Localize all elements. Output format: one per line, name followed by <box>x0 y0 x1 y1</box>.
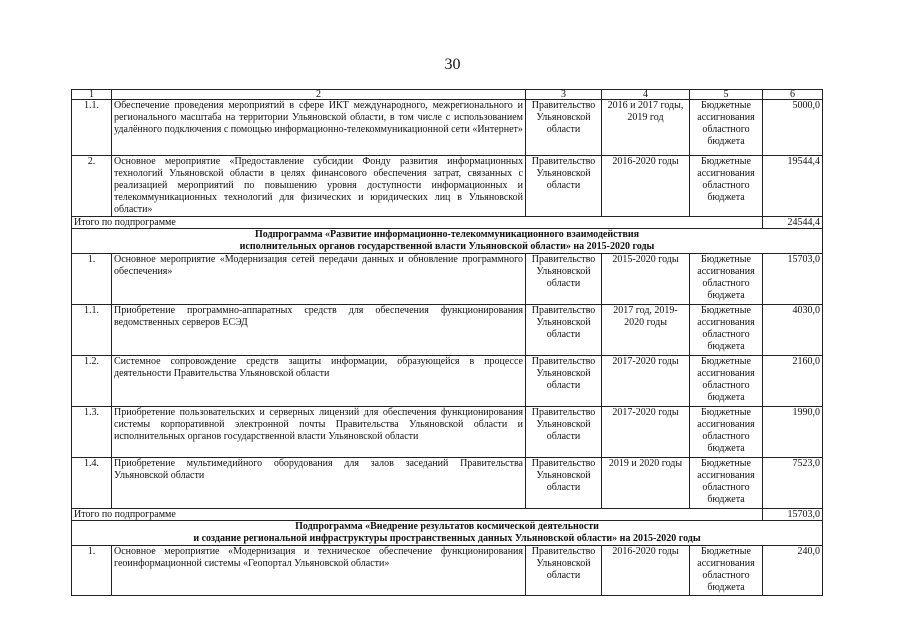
table-row <box>72 305 823 356</box>
activity-description: Основное мероприятие «Модернизация сетей передачи данных и обновление программного обеспечения» <box>112 254 526 305</box>
funding-source: Бюджетные ассигнования областного бюджета <box>690 458 763 509</box>
subprogram-heading <box>72 229 823 254</box>
table-row <box>72 356 823 407</box>
responsible-executor: Правительство Ульяновской области <box>526 305 602 356</box>
row-number: 1.1. <box>72 100 112 156</box>
funding-amount: 7523,0 <box>763 458 823 509</box>
implementation-period: 2017 год, 2019-2020 годы <box>602 305 690 356</box>
implementation-period: 2016-2020 годы <box>602 156 690 217</box>
subprogram-title-line: Подпрограмма «Развитие информационно-телекоммуникационного взаимодействия <box>254 229 640 240</box>
table-row <box>72 407 823 458</box>
row-number: 1.1. <box>72 305 112 356</box>
funding-source: Бюджетные ассигнования областного бюджета <box>690 356 763 407</box>
funding-source: Бюджетные ассигнования областного бюджета <box>690 254 763 305</box>
row-number: 1. <box>72 546 112 596</box>
subtotal-value: 15703,0 <box>763 509 823 521</box>
implementation-period: 2016 и 2017 годы, 2019 год <box>602 100 690 156</box>
subtotal-label: Итого по подпрограмме <box>72 217 763 229</box>
column-number: 3 <box>526 90 602 100</box>
responsible-executor: Правительство Ульяновской области <box>526 254 602 305</box>
column-number: 1 <box>72 90 112 100</box>
implementation-period: 2017-2020 годы <box>602 407 690 458</box>
responsible-executor: Правительство Ульяновской области <box>526 156 602 217</box>
funding-source: Бюджетные ассигнования областного бюджета <box>690 546 763 596</box>
subtotal-row <box>72 217 823 229</box>
activity-description: Обеспечение проведения мероприятий в сфере ИКТ международного, межрегионального и регионального масштаба на территории Ульяновской области, в том числе с использованием удалённого подключения с помощью информационно-телекоммуникационной сети «Интернет» <box>112 100 526 156</box>
funding-amount: 1990,0 <box>763 407 823 458</box>
responsible-executor: Правительство Ульяновской области <box>526 458 602 509</box>
table-row <box>72 458 823 509</box>
funding-source: Бюджетные ассигнования областного бюджета <box>690 156 763 217</box>
subprogram-heading-row <box>72 521 823 546</box>
row-number: 2. <box>72 156 112 217</box>
subtotal-row <box>72 509 823 521</box>
page-number: 30 <box>444 56 461 73</box>
activity-description: Приобретение пользовательских и серверных лицензий для обеспечения функционирования системы корпоративной электронной почты Правительства Ульяновской области и исполнительных органов государственной власти Ульяновской области <box>112 407 526 458</box>
implementation-period: 2017-2020 годы <box>602 356 690 407</box>
responsible-executor: Правительство Ульяновской области <box>526 546 602 596</box>
activity-description: Приобретение программно-аппаратных средств для обеспечения функционирования ведомственных серверов ЕСЭД <box>112 305 526 356</box>
funding-source: Бюджетные ассигнования областного бюджета <box>690 305 763 356</box>
subprogram-heading-row <box>72 229 823 254</box>
row-number: 1. <box>72 254 112 305</box>
implementation-period: 2019 и 2020 годы <box>602 458 690 509</box>
funding-amount: 15703,0 <box>763 254 823 305</box>
subprogram-title-line: исполнительных органов государственной власти Ульяновской области» на 2015-2020 годы <box>239 241 655 252</box>
column-number: 6 <box>763 90 823 100</box>
subtotal-label: Итого по подпрограмме <box>72 509 763 521</box>
activity-description: Системное сопровождение средств защиты информации, образующейся в процессе деятельности Правительства Ульяновской области <box>112 356 526 407</box>
activity-description: Приобретение мультимедийного оборудования для залов заседаний Правительства Ульяновской области <box>112 458 526 509</box>
row-number: 1.2. <box>72 356 112 407</box>
responsible-executor: Правительство Ульяновской области <box>526 100 602 156</box>
subprogram-title-line: Подпрограмма «Внедрение результатов космической деятельности <box>295 521 599 532</box>
funding-source: Бюджетные ассигнования областного бюджета <box>690 100 763 156</box>
funding-source: Бюджетные ассигнования областного бюджета <box>690 407 763 458</box>
table-row <box>72 156 823 217</box>
table-row <box>72 100 823 156</box>
funding-amount: 5000,0 <box>763 100 823 156</box>
implementation-period: 2016-2020 годы <box>602 546 690 596</box>
funding-amount: 2160,0 <box>763 356 823 407</box>
row-number: 1.3. <box>72 407 112 458</box>
column-number: 4 <box>602 90 690 100</box>
subprogram-title-line: и создание региональной инфраструктуры пространственных данных Ульяновской области» на 2015-2020 годы <box>193 533 701 544</box>
table-row <box>72 546 823 596</box>
subtotal-value: 24544,4 <box>763 217 823 229</box>
activity-description: Основное мероприятие «Предоставление субсидии Фонду развития информационных технологий Ульяновской области в целях финансового обеспечения затрат, связанных с реализацией мероприятий по повышению уровня доступности информационных и телекоммуникационных технологий для физических и юридических лиц в Ульяновской области» <box>112 156 526 217</box>
program-table <box>71 89 823 596</box>
funding-amount: 4030,0 <box>763 305 823 356</box>
responsible-executor: Правительство Ульяновской области <box>526 356 602 407</box>
responsible-executor: Правительство Ульяновской области <box>526 407 602 458</box>
row-number: 1.4. <box>72 458 112 509</box>
table-row <box>72 254 823 305</box>
column-number: 5 <box>690 90 763 100</box>
activity-description: Основное мероприятие «Модернизация и техническое обеспечение функционирования геоинформационной системы «Геопортал Ульяновской области» <box>112 546 526 596</box>
implementation-period: 2015-2020 годы <box>602 254 690 305</box>
funding-amount: 19544,4 <box>763 156 823 217</box>
column-number-row <box>72 90 823 100</box>
column-number: 2 <box>112 90 526 100</box>
funding-amount: 240,0 <box>763 546 823 596</box>
subprogram-heading <box>72 521 823 546</box>
